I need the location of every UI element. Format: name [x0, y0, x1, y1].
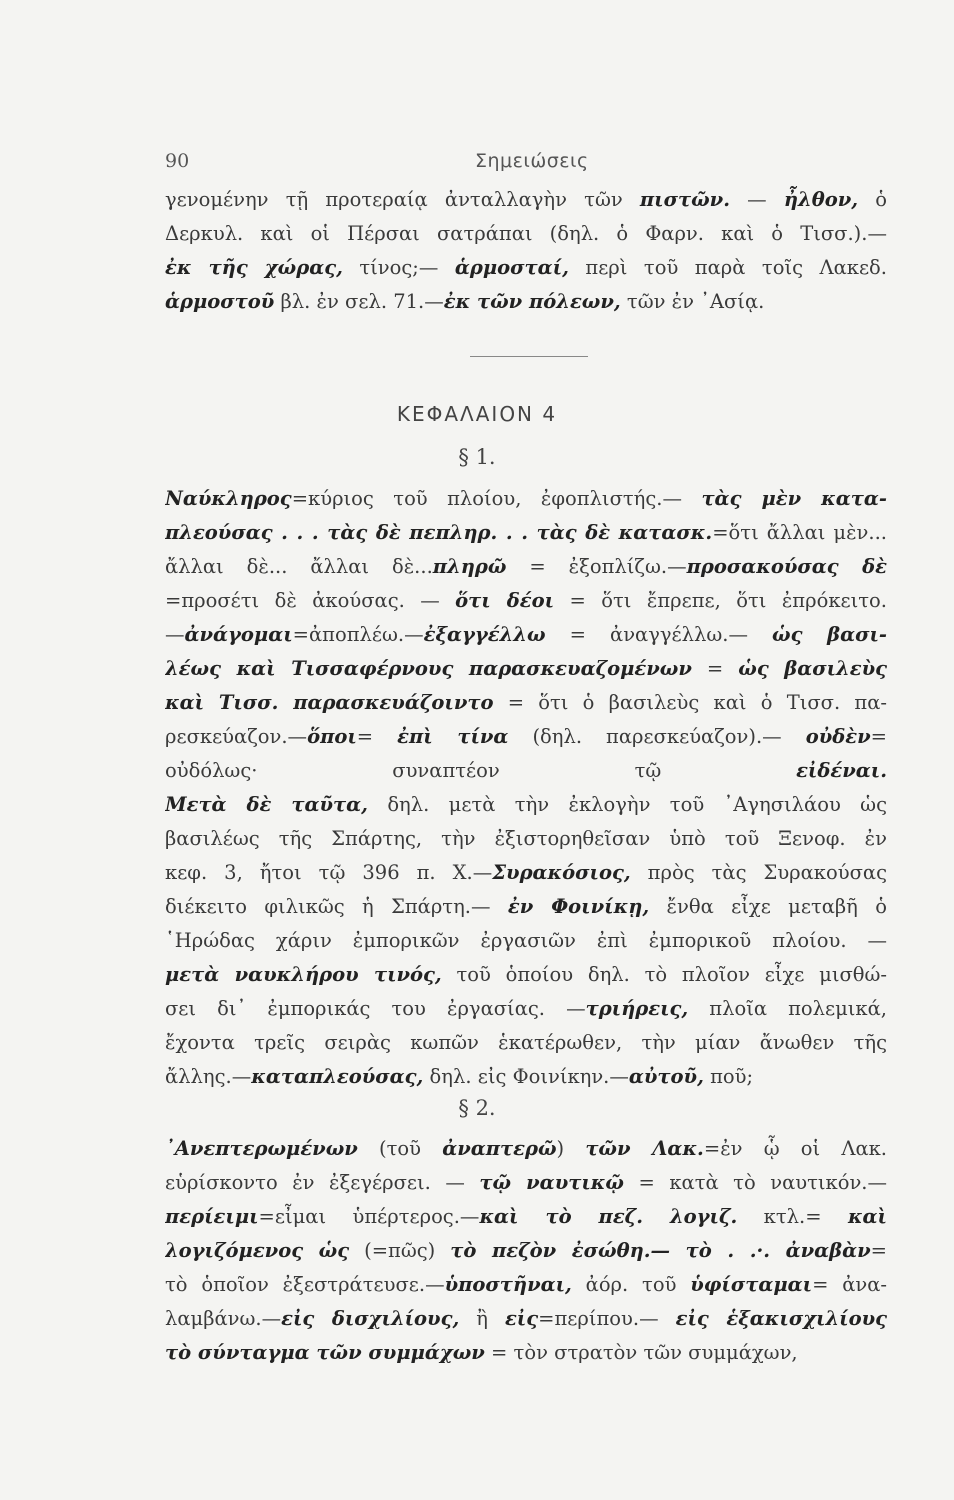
gloss-text: ἢ	[459, 1307, 505, 1330]
text-line	[165, 890, 887, 924]
page-number: 90	[165, 150, 190, 172]
lemma: περίειμι	[165, 1205, 259, 1228]
gloss-text: =εἶμαι ὑπέρτερος.—	[258, 1205, 480, 1228]
gloss-text: =προσέτι δὲ ἀκούσας. —	[165, 589, 456, 612]
gloss-text: διέκειτο φιλικῶς ἡ Σπάρτη.—	[165, 895, 508, 918]
lemma: οὐδὲν	[805, 725, 871, 748]
text-line	[165, 924, 887, 958]
gloss-text: (=πῶς)	[349, 1239, 451, 1262]
text-line	[165, 1234, 887, 1268]
text-line	[165, 720, 887, 754]
text-line	[165, 822, 887, 856]
gloss-text: πλοῖα πολεμικά,	[688, 997, 887, 1020]
section-1-notes	[165, 482, 887, 1094]
lemma: Συρακόσιος,	[492, 861, 631, 884]
lemma: καὶ	[847, 1205, 887, 1228]
gloss-text: =κύριος τοῦ πλοίου, ἐφοπλιστής.—	[291, 487, 702, 510]
gloss-text: ὁ	[858, 188, 887, 211]
text-line	[165, 618, 887, 652]
running-head	[165, 142, 805, 176]
text-line	[165, 1132, 887, 1166]
lemma: προσακούσας δὲ	[686, 555, 887, 578]
separator-rule	[470, 356, 588, 357]
text-line	[165, 482, 887, 516]
lemma: εἰς δισχιλίους,	[281, 1307, 460, 1330]
text-line	[165, 584, 887, 618]
gloss-text: = ἐξοπλίζω.—	[506, 555, 687, 578]
gloss-text: )	[556, 1137, 586, 1160]
gloss-text: λαμβάνω.—	[165, 1307, 282, 1330]
lemma: Μετὰ δὲ ταῦτα,	[165, 793, 368, 816]
lemma: ὑποστῆναι,	[444, 1273, 572, 1296]
text-line	[165, 217, 887, 251]
text-line	[165, 652, 887, 686]
lemma: αὐτοῦ,	[628, 1065, 704, 1088]
gloss-text: = ὅτι ὁ βασιλεὺς καὶ ὁ Τισσ. πα-	[493, 691, 887, 714]
lemma: λέως καὶ Τισσαφέρνους παρασκευαζομένων	[165, 657, 692, 680]
lemma: μετὰ ναυκλήρου τινός,	[165, 963, 442, 986]
lemma: ὑφίσταμαι	[690, 1273, 813, 1296]
gloss-text: ῾Ηρώδας χάριν ἐμπορικῶν ἐργασιῶν ἐπὶ ἐμπορικοῦ πλοίου. —	[165, 929, 887, 952]
lemma: λογιζόμενος ὡς	[165, 1239, 350, 1262]
gloss-text: =ἐν ᾧ οἱ Λακ.	[703, 1137, 887, 1160]
lemma: ὡς βασιλεὺς	[738, 657, 887, 680]
text-line	[165, 1060, 887, 1094]
gloss-text: περὶ τοῦ παρὰ τοῖς Λακεδ.	[568, 256, 887, 279]
gloss-text: ποῦ;	[703, 1065, 754, 1088]
gloss-text: δηλ. μετὰ τὴν ἐκλογὴν τοῦ ᾽Αγησιλάου ὡς	[367, 793, 887, 816]
text-line	[165, 788, 887, 822]
gloss-text: —	[165, 623, 185, 646]
gloss-text: =	[870, 725, 887, 748]
lemma: ἐκ τῶν πόλεων,	[443, 290, 621, 313]
text-line	[165, 686, 887, 720]
gloss-text: κεφ. 3, ἤτοι τῷ 396 π. Χ.—	[165, 861, 493, 884]
lemma: τῶν Λακ.	[585, 1137, 704, 1160]
lemma: πλεούσας . . . τὰς δὲ πεπληρ. . . τὰς δὲ κατασκ.	[165, 521, 713, 544]
lemma: ἁρμοσταί,	[454, 256, 569, 279]
lemma: τὸ σύνταγμα τῶν συμμάχων	[165, 1341, 485, 1364]
gloss-text: = ἀνα-	[812, 1273, 887, 1296]
gloss-text: ἄλλαι δὲ... ἄλλαι δὲ...	[165, 555, 433, 578]
gloss-text: (τοῦ	[357, 1137, 443, 1160]
text-line	[165, 992, 887, 1026]
lemma: πληρῶ	[432, 555, 507, 578]
gloss-text: βλ. ἐν σελ. 71.—	[274, 290, 444, 313]
text-line	[165, 1302, 887, 1336]
text-line	[165, 183, 887, 217]
text-line	[165, 1268, 887, 1302]
gloss-text: τῶν ἐν ᾽Ασίᾳ.	[620, 290, 765, 313]
gloss-text: ἔνθα εἶχε μεταβῆ ὁ	[649, 895, 887, 918]
chapter-title: ΚΕΦΑΛΑΙΟΝ 4	[396, 402, 558, 426]
gloss-text: κτλ.=	[737, 1205, 848, 1228]
gloss-text: τὸ ὁποῖον ἐξεστράτευσε.—	[165, 1273, 445, 1296]
gloss-text: = κατὰ τὸ ναυτικόν.—	[623, 1171, 887, 1194]
gloss-text: δηλ. εἰς Φοινίκην.—	[423, 1065, 629, 1088]
lemma: εἰδέναι.	[796, 759, 887, 782]
gloss-text: τίνος;—	[342, 256, 455, 279]
lemma: τὸ πεζὸν ἐσώθη.— τὸ . .·. ἀναβὰν	[450, 1239, 871, 1262]
gloss-text: = ὅτι ἔπρεπε, ὅτι ἐπρόκειτο.	[554, 589, 887, 612]
gloss-text: =ὅτι ἄλλαι μὲν...	[712, 521, 887, 544]
gloss-text: σει δι᾽ ἐμπορικάς του ἐργασίας. —	[165, 997, 586, 1020]
text-line	[165, 1166, 887, 1200]
section-2-heading: § 2.	[458, 1096, 496, 1120]
gloss-text: πρὸς τὰς Συρακούσας	[630, 861, 887, 884]
lemma: τὰς μὲν κατα-	[701, 487, 887, 510]
gloss-text: =περίπου.—	[538, 1307, 676, 1330]
gloss-text: = τὸν στρατὸν τῶν συμμάχων,	[484, 1341, 798, 1364]
lemma: καὶ τὸ πεζ. λογιζ.	[479, 1205, 738, 1228]
gloss-text: εὑρίσκοντο ἐν ἐξεγέρσει. —	[165, 1171, 480, 1194]
gloss-text: =	[356, 725, 398, 748]
gloss-text: Δερκυλ. καὶ οἱ Πέρσαι σατράπαι (δηλ. ὁ Φαρν. καὶ ὁ Τισσ.).—	[165, 222, 887, 245]
section-1-heading: § 1.	[458, 445, 496, 469]
lemma: τῷ ναυτικῷ	[479, 1171, 624, 1194]
lemma: ἦλθον,	[783, 188, 859, 211]
gloss-text: =ἀποπλέω.—	[292, 623, 424, 646]
gloss-text: γενομένην τῇ προτεραίᾳ ἀνταλλαγὴν τῶν	[165, 188, 640, 211]
lemma: καταπλεούσας,	[251, 1065, 424, 1088]
lemma: εἰς ἑξακισχιλίους	[675, 1307, 887, 1330]
lemma: ὅποι	[307, 725, 357, 748]
gloss-text: —	[729, 188, 784, 211]
gloss-text: βασιλέως τῆς Σπάρτης, τὴν ἐξιστορηθεῖσαν ὑπὸ τοῦ Ξενοφ. ἐν	[165, 827, 887, 850]
lemma: ὡς βασι-	[772, 623, 887, 646]
lemma: Ναύκληρος	[165, 487, 292, 510]
lemma: ἀναπτερῶ	[442, 1137, 557, 1160]
lemma: καὶ Τισσ. παρασκευάζοιντο	[165, 691, 494, 714]
lemma: πιστῶν.	[639, 188, 730, 211]
gloss-text: =	[870, 1239, 887, 1262]
lemma: ἐξαγγέλλω	[423, 623, 546, 646]
text-line	[165, 550, 887, 584]
gloss-text: ρεσκεύαζον.—	[165, 725, 308, 748]
lemma: ἐπὶ τίνα	[397, 725, 509, 748]
text-line	[165, 958, 887, 992]
gloss-text: ἀόρ. τοῦ	[571, 1273, 691, 1296]
gloss-text: =	[691, 657, 739, 680]
gloss-text: οὐδόλως· συναπτέον τῷ	[165, 759, 797, 782]
gloss-text: = ἀναγγέλλω.—	[545, 623, 773, 646]
lemma: τριήρεις,	[585, 997, 689, 1020]
text-line	[165, 516, 887, 550]
lemma: ἁρμοστοῦ	[165, 290, 275, 313]
text-line	[165, 1026, 887, 1060]
lemma: ἐν Φοινίκῃ,	[507, 895, 650, 918]
lemma: ὅτι δέοι	[455, 589, 555, 612]
gloss-text: τοῦ ὁποίου δηλ. τὸ πλοῖον εἶχε μισθώ-	[441, 963, 887, 986]
text-line	[165, 754, 887, 788]
text-line	[165, 856, 887, 890]
intro-paragraph	[165, 183, 887, 319]
running-head-title: Σημειώσεις	[475, 150, 589, 172]
lemma: ᾽Ανεπτερωμένων	[165, 1137, 358, 1160]
gloss-text: (δηλ. παρεσκεύαζον).—	[508, 725, 806, 748]
gloss-text: ἄλλης.—	[165, 1065, 252, 1088]
lemma: ἀνάγομαι	[184, 623, 293, 646]
text-line	[165, 285, 887, 319]
section-2-notes	[165, 1132, 887, 1370]
lemma: ἐκ τῆς χώρας,	[165, 256, 343, 279]
text-line	[165, 1200, 887, 1234]
text-line	[165, 251, 887, 285]
lemma: εἰς	[504, 1307, 539, 1330]
text-line	[165, 1336, 887, 1370]
gloss-text: ἔχοντα τρεῖς σειρὰς κωπῶν ἑκατέρωθεν, τὴν μίαν ἄνωθεν τῆς	[165, 1031, 887, 1054]
